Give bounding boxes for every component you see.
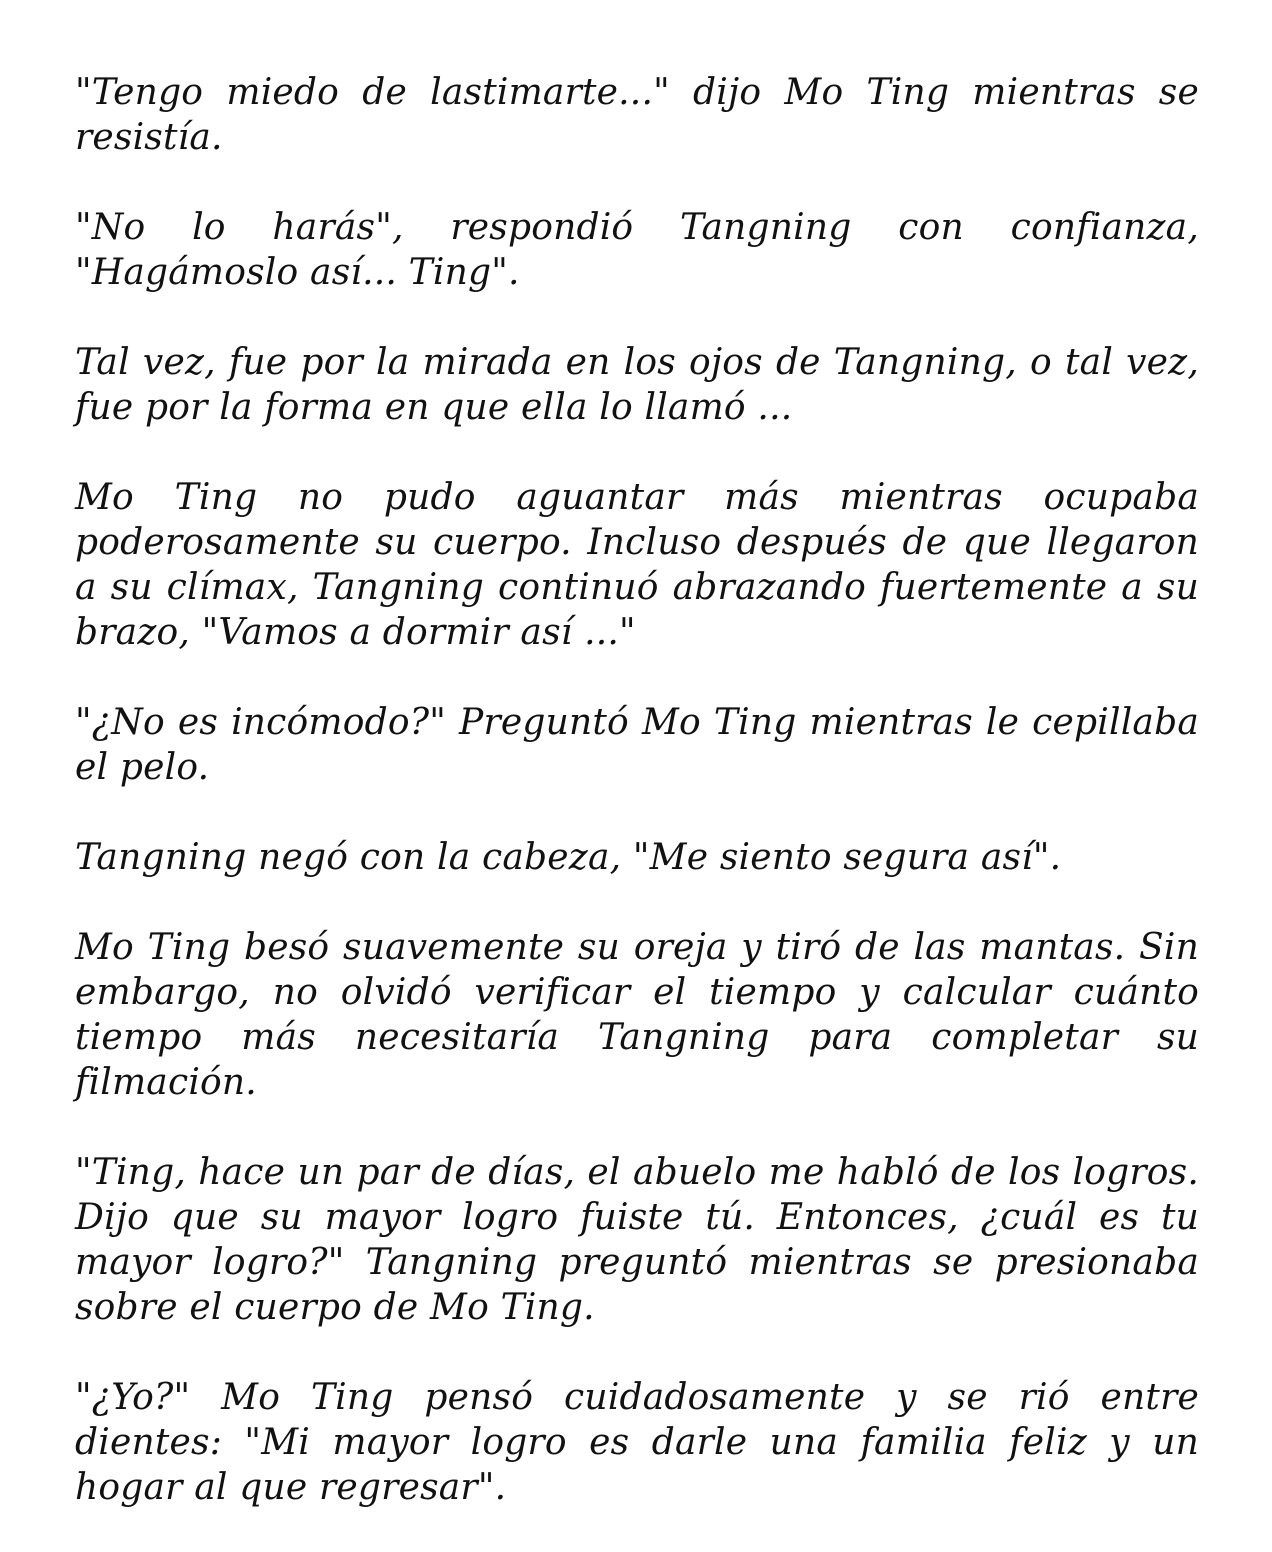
paragraph: "Ting, hace un par de días, el abuelo me habló de los logros. Dijo que su mayor logro fuiste tú. Entonces, ¿cuál es tu mayor logro?" Tangning preguntó mientras se presionaba sobre el cuerpo de Mo Ting. xyxy=(75,1152,1199,1328)
paragraph: Mo Ting no pudo aguantar más mientras ocupaba poderosamente su cuerpo. Incluso después de que llegaron a su clímax, Tangning continuó abrazando fuertemente a su brazo, "Vamos a dormir así ..." xyxy=(75,477,1199,653)
paragraph: Tal vez, fue por la mirada en los ojos de Tangning, o tal vez, fue por la forma en que ella lo llamó ... xyxy=(75,342,1199,428)
paragraph: "¿No es incómodo?" Preguntó Mo Ting mientras le cepillaba el pelo. xyxy=(75,702,1199,788)
paragraph: Tangning negó con la cabeza, "Me siento segura así". xyxy=(75,837,1062,878)
paragraph: "¿Yo?" Mo Ting pensó cuidadosamente y se rió entre dientes: "Mi mayor logro es darle una familia feliz y un hogar al que regresar". xyxy=(75,1377,1199,1508)
paragraph: "Tengo miedo de lastimarte..." dijo Mo Ting mientras se resistía. xyxy=(75,72,1199,158)
document-body xyxy=(75,70,1199,1510)
paragraph: Mo Ting besó suavemente su oreja y tiró de las mantas. Sin embargo, no olvidó verificar el tiempo y calcular cuánto tiempo más necesitaría Tangning para completar su filmación. xyxy=(75,927,1199,1103)
paragraph: "No lo harás", respondió Tangning con confianza, "Hagámoslo así... Ting". xyxy=(75,207,1199,293)
